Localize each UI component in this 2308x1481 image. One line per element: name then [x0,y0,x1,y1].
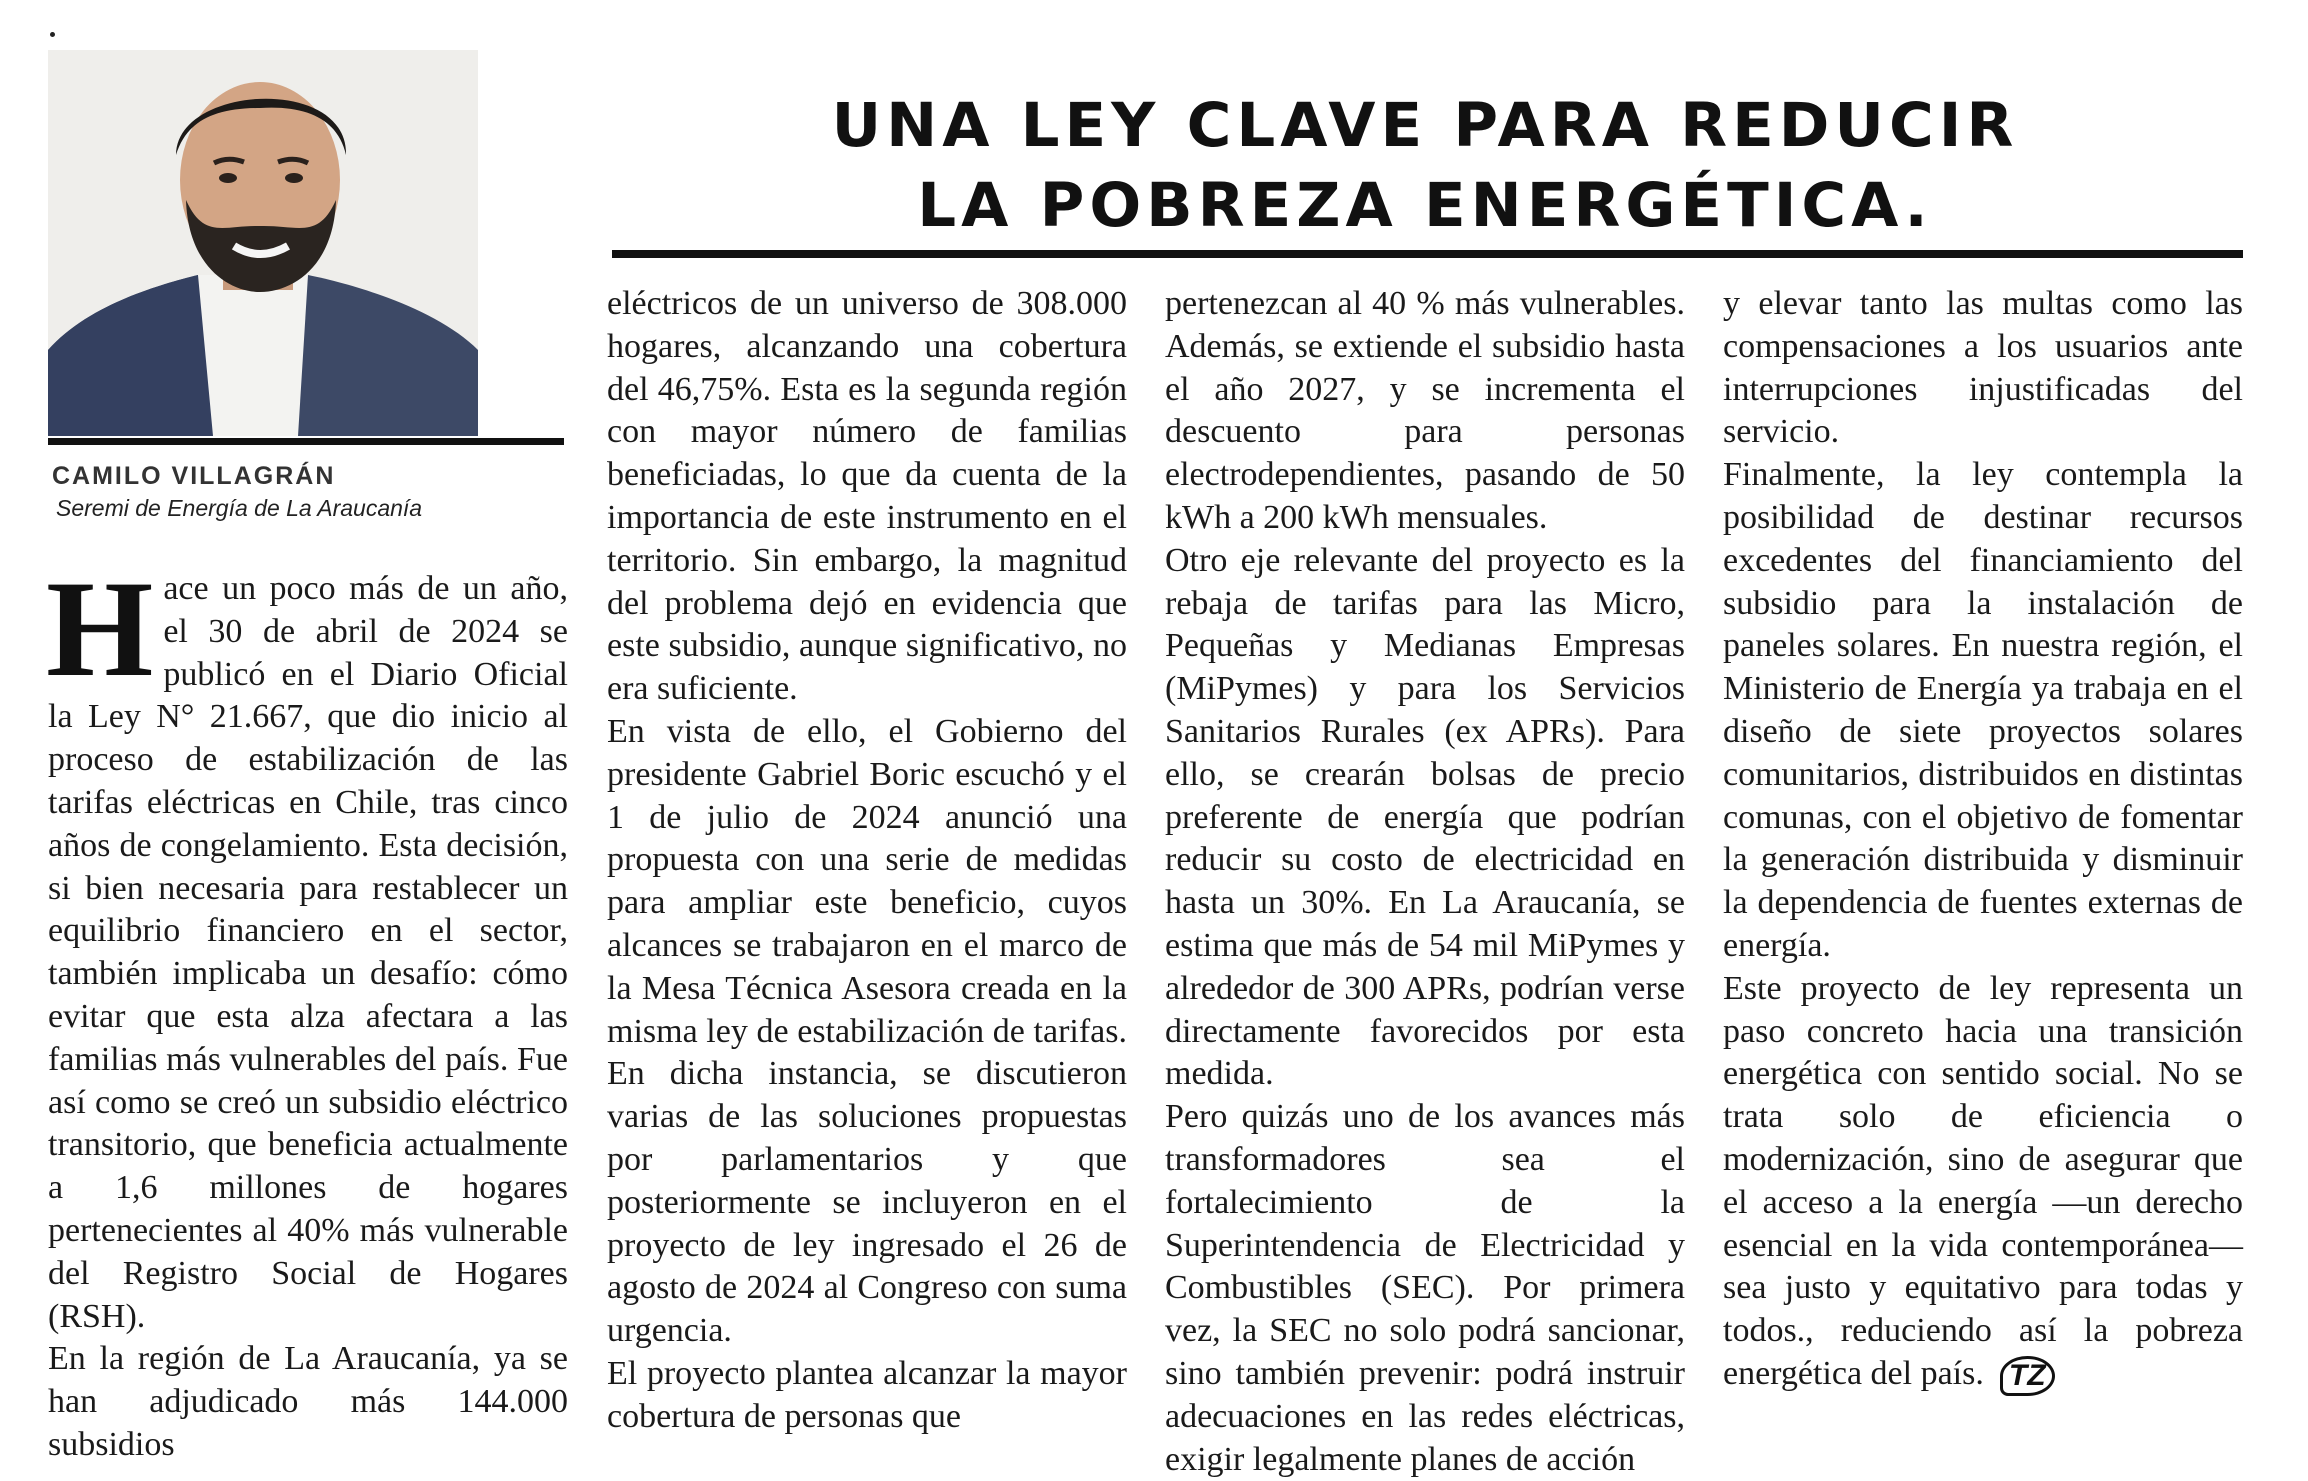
corner-dot [50,32,55,37]
paragraph: eléctricos de un universo de 308.000 hogares, alcanzando una cobertura del 46,75%. Esta es la segunda región con mayor número de familias beneficiadas, lo que da cuenta de la importancia de este instrumento en el territorio. Sin embargo, la magnitud del problema dejó en evidencia que este subsidio, aunque significativo, no era suficiente. [607,285,1127,708]
author-role: Seremi de Energía de La Araucanía [56,495,423,521]
author-portrait-image [48,50,478,436]
article-column-1 [46,552,568,1467]
author-name: CAMILO VILLAGRÁN [52,462,336,490]
author-photo [48,50,478,436]
paragraph: En la región de La Araucanía, ya se han adjudicado más 144.000 subsidios [48,1340,568,1463]
portrait-divider [48,438,564,445]
paragraph: Otro eje relevante del proyecto es la rebaja de tarifas para las Micro, Pequeñas y Medianas Empresas (MiPymes) y para los Servicios Sanitarios Rurales (ex APRs). Para ello, se crearán bolsas de precio preferente de energía que podrían reducir su costo de electricidad en hasta un 30%. En La Araucanía, se estima que más de 54 mil MiPymes y alrededor de 300 APRs, podrían verse directamente favorecidos por esta medida. [1165,541,1685,1093]
article-column-3 [1165,283,1685,1481]
headline [612,86,2238,246]
headline-divider [612,250,2243,258]
paragraph-text: Este proyecto de ley representa un paso concreto hacia una transición energética con sentido social. No se trata solo de eficiencia o modernización, sino de asegurar que el acceso a la energía —un derecho esencial en la vida contemporánea— sea justo y equitativo para todas y todos., reduciendo así la pobreza energética del país. [1723,969,2243,1392]
paragraph: Pero quizás uno de los avances más transformadores sea el fortalecimiento de la Superintendencia de Electricidad y Combustibles (SEC). Por primera vez, la SEC no solo podrá sancionar, sino también prevenir: podrá instruir adecuaciones en las redes eléctricas, exigir legalmente planes de acción [1165,1098,1685,1478]
paragraph: En vista de ello, el Gobierno del presidente Gabriel Boric escuchó y el 1 de julio de 2024 anunció una propuesta con una serie de medidas para ampliar este beneficio, cuyos alcances se trabajaron en el marco de la Mesa Técnica Asesora creada en la misma ley de estabilización de tarifas. En dicha instancia, se discutieron varias de las soluciones propuestas por parlamentarios y que posteriormente se incluyeron en el proyecto de ley ingresado el 26 de agosto de 2024 al Congreso con suma urgencia. [607,712,1127,1350]
paragraph: El proyecto plantea alcanzar la mayor cobertura de personas que [607,1354,1127,1435]
headline-line-1: UNA LEY CLAVE PARA REDUCIR [831,90,2019,161]
headline-line-2: LA POBREZA ENERGÉTICA. [917,170,1933,241]
drop-cap: H [46,552,154,705]
article-column-2 [607,283,1127,1439]
paragraph-text: ace un poco más de un año, el 30 de abril de 2024 se publicó en el Diario Oficial la Ley N° 21.667, que dio inicio al proceso de estabilización de las tarifas eléctricas en Chile, tras cinco años de congelamiento. Esta decisión, si bien necesaria para restablecer un equilibrio financiero en el sector, también implicaba un desafío: cómo evitar que esta alza afectara a las familias más vulnerables del país. Fue así como se creó un subsidio eléctrico transitorio, que beneficia actualmente a 1,6 millones de hogares pertenecientes al 40% más vulnerable del Registro Social de Hogares (RSH). [48,570,568,1335]
article-column-4 [1723,283,2243,1396]
paragraph: Finalmente, la ley contempla la posibilidad de destinar recursos excedentes del financiamiento del subsidio para la instalación de paneles solares. En nuestra región, el Ministerio de Energía ya trabaja en el diseño de siete proyectos solares comunitarios, distribuidos en distintas comunas, con el objetivo de fomentar la generación distribuida y disminuir la dependencia de fuentes externas de energía. [1723,456,2243,964]
paragraph: pertenezcan al 40 % más vulnerables. Además, se extiende el subsidio hasta el año 2027, y se incrementa el descuento para personas electrodependientes, pasando de 50 kWh a 200 kWh mensuales. [1165,285,1685,536]
paragraph [1723,968,2243,1396]
paragraph [46,552,568,1338]
paragraph: y elevar tanto las multas como las compensaciones a los usuarios ante interrupciones injustificadas del servicio. [1723,285,2243,451]
publication-logo: TZ [2000,1356,2055,1396]
